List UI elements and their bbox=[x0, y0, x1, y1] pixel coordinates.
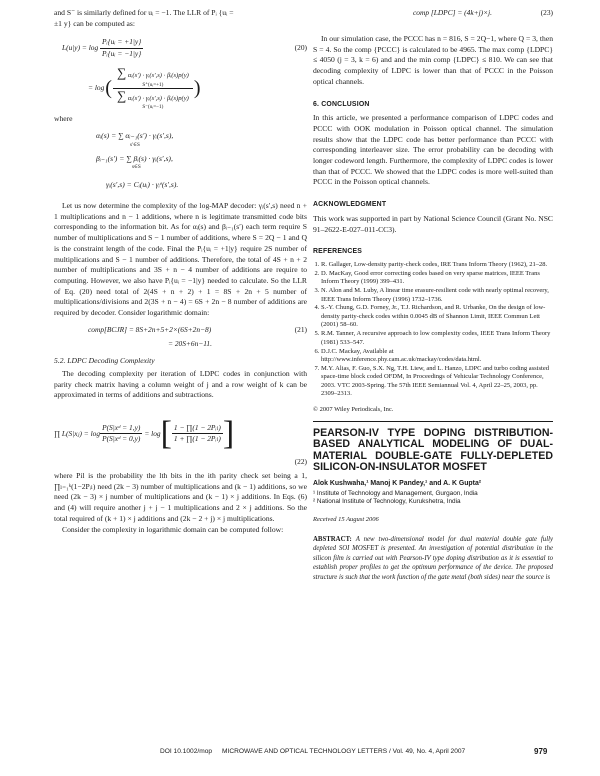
eq22-mid: = log bbox=[144, 428, 161, 438]
equation-22: ∏ L(S|xⱼ) = log $\frac{\text{P(S|xᵈ = 1,y)}}{\text{P(S|xᵈ = 0,y)}}$ = log [ $\frac{\text{1 − ∏(1 − 2Pᵢₗ)}}{\text{1 + ∏(1 − 2Pᵢₗ)}}$ ] (22) bbox=[54, 414, 307, 466]
abstract-paragraph bbox=[313, 535, 553, 583]
paragraph-ldpc-complexity: The decoding complexity per iteration of LDPC codes in conjunction with parity check matrix having a column weight of j and a row weight of k can be approximated in terms of additions and subtractions. bbox=[54, 368, 307, 400]
eq20-fraction bbox=[100, 37, 143, 59]
reference-item: 3. N. Alon and M. Luby, A linear time erasure-resilient code with nearly optimal recovery, IEEE Trans Inform Theory (1996) 1732–1736. bbox=[321, 287, 553, 304]
eq23-number: (23) bbox=[540, 8, 553, 17]
abstract-text: A new two-dimensional model for dual material double gate fully depleted SOI MOSFET is presented. An investigation of potential distribution in the silicon film is carried out with Pearson-IV type doping distribution as it is essential to establish proper profiles to get the optimum performance of the device. The proposed structure is such that the work function of the gate metal (both sides) near the source is bbox=[313, 535, 553, 581]
references-heading: REFERENCES bbox=[313, 248, 363, 256]
eq20-sum-bottom: αᵢ(s′) · γᵢ(s′,s) · βᵢ(s)p(y) bbox=[127, 94, 189, 102]
abstract-label: ABSTRACT: bbox=[313, 535, 352, 543]
eq21-line1: comp[BCJR] = 8S+2n+5+2×(6S+2n−8) bbox=[88, 324, 212, 334]
intro-line-2: ±1 y} can be computed as: bbox=[54, 18, 135, 28]
reference-item: 6. D.J.C. Mackay, Available at http://www.inference.phy.cam.ac.uk/mackay/codes/data.html. bbox=[321, 348, 553, 365]
def-gamma: γᵢ(s′,s) = Cᵢ(uᵢ) · γᵢᵉ(s′,s). bbox=[106, 180, 179, 190]
references-list bbox=[313, 261, 553, 399]
eq22-numerator: P(S|xᵈ = 1,y) bbox=[100, 423, 142, 435]
affiliation-2: ² National Institute of Technology, Kurukshetra, India bbox=[313, 498, 461, 506]
subsection-ldpc-complexity: 5.2. LDPC Decoding Complexity bbox=[54, 356, 155, 366]
eq23-expression: comp [LDPC] = (4k+j)×j. bbox=[413, 8, 493, 17]
eq21-number: (21) bbox=[294, 324, 307, 334]
paragraph-log-domain: Consider the complexity in logarithmic domain can be computed follow: bbox=[62, 524, 284, 534]
definitions bbox=[54, 131, 307, 191]
article-authors: Alok Kushwaha,¹ Manoj K Pandey,¹ and A. K Gupta² bbox=[313, 480, 482, 488]
reference-item: 5. R.M. Tanner, A recursive approach to low complexity codes, IEEE Trans Inform Theory (1981) 533–547. bbox=[321, 330, 553, 347]
eq20-denominator: Pᵢ{uᵢ = −1|y} bbox=[102, 49, 142, 59]
eq20-log: = log bbox=[88, 82, 105, 92]
eq20-sum-top-sub: S⁺(uᵢ=+1) bbox=[142, 81, 164, 88]
reference-item: 1. R. Gallager, Low-density parity-check codes, IRE Trans Inform Theory (1962), 21–28. bbox=[321, 261, 553, 269]
paragraph-ldpc-ops: where Pil is the probability the lth bits in the ith parity check set being a 1, ∏ₗ₌₁ᵏ(1−2Pᵢₗ) need (2k − 3) number of multiplications and (k − 1) additions, so we need (2k − 3) × j number of multiplications and (k − 1) × j additions. In Eqs. (6) and (4) will require another j + j − 1 multiplications and 2 × j additions. So the total required of (k + 1) × j additions and (2k − 2 + j) × j multiplications. bbox=[54, 470, 307, 523]
left-column bbox=[54, 8, 307, 535]
eq22-right-denominator: 1 + ∏(1 − 2Pᵢₗ) bbox=[173, 434, 221, 444]
def-alpha: αᵢ(s) = ∑ αᵢ₋₁(s′) · γᵢ(s′,s), bbox=[96, 130, 174, 140]
acknowledgment-text: This work was supported in part by National Science Council (Grant No. NSC 91–2622-E-027–011-CC3). bbox=[313, 213, 553, 234]
equation-20: L(u|y) = log $\frac{\text{Pᵢ\{uᵢ = +1|y\}}}{\text{Pᵢ\{uᵢ = −1|y\}}}$ (20) = log ( ∑ αᵢ(s′) · γᵢ(s′,s) · βᵢ(s)p(y) S⁺(uᵢ=+1) ∑ αᵢ(s′) · γᵢ(s′,s) · βᵢ(s)p(y) S⁻(uᵢ=−1) ) bbox=[62, 37, 307, 111]
eq22-denominator: P(S|xᵈ = 0,y) bbox=[102, 434, 141, 444]
footer-doi: DOI 10.1002/mop bbox=[160, 748, 213, 755]
article-title: PEARSON-IV TYPE DOPING DISTRIBUTION-BASED ANALYTICAL MODELING OF DUAL-MATERIAL DOUBLE-GATE FULLY-DEPLETED SILICON-ON-INSULATOR MOSFET bbox=[313, 426, 553, 474]
equation-23 bbox=[313, 8, 553, 20]
eq20-sum-bottom-sub: S⁻(uᵢ=−1) bbox=[142, 104, 164, 111]
footer-page-number: 979 bbox=[534, 747, 548, 756]
eq20-numerator: Pᵢ{uᵢ = +1|y} bbox=[100, 37, 143, 49]
reference-item: 4. S.-Y. Chung, G.D. Forney, Jr., T.J. Richardson, and R. Urbanke, On the design of low-density parity-check codes within 0.0045 dB of Shannon Limit, IEEE Commun Lett (2001) 58–60. bbox=[321, 304, 553, 329]
def-beta-sub: s∈S bbox=[132, 164, 141, 171]
footer-journal: MICROWAVE AND OPTICAL TECHNOLOGY LETTERS / Vol. 49, No. 4, April 2007 bbox=[222, 748, 466, 755]
eq20-lhs: L(u|y) = log bbox=[62, 43, 99, 53]
article-divider bbox=[313, 421, 553, 422]
acknowledgment-heading: ACKNOWLEDGMENT bbox=[313, 201, 387, 209]
intro-line-1: and S⁻ is similarly defined for uᵢ = −1. The LLR of Pᵢ {uᵢ = bbox=[54, 8, 234, 17]
eq20-sum-fraction: ∑ αᵢ(s′) · γᵢ(s′,s) · βᵢ(s)p(y) S⁺(uᵢ=+1) ∑ αᵢ(s′) · γᵢ(s′,s) · βᵢ(s)p(y) S⁻(uᵢ=−1) bbox=[113, 66, 193, 110]
eq20-sum-top: αᵢ(s′) · γᵢ(s′,s) · βᵢ(s)p(y) bbox=[127, 71, 189, 79]
where-label: where bbox=[54, 114, 73, 124]
reference-item: 2. D. MacKay, Good error correcting codes based on very sparse matrices, IEEE Trans Inform Theory (1999) 399–431. bbox=[321, 270, 553, 287]
def-beta: βᵢ₋₁(s′) = ∑ βᵢ(s) · γᵢ(s′,s), bbox=[96, 153, 173, 163]
reference-item: 7. M.Y. Alias, F. Guo, S.X. Ng, T.H. Liew, and L. Hanzo, LDPC and turbo coding assisted space-time block coded OFDM, In Proceedings of Vehicular Technology Conference, 2003. VTC 2003-Spring. The 57th IEEE Semiannual Vol. 4, April 22–25, 2003, pp. 2309–2313. bbox=[321, 365, 553, 399]
eq22-right-numerator: 1 − ∏(1 − 2Pᵢₗ) bbox=[172, 423, 223, 435]
eq22-fraction bbox=[100, 423, 142, 445]
paragraph-complexity-logmap: Let us now determine the complexity of the log-MAP decoder: γᵢ(s′,s) need n + 1 multiplications and n − 1 additions, where n is legitimate transmitted code bits corresponding to the information bit. As for αᵢ(s) and βᵢ₋₁(s′) each term require S number of multiplications and S − 1 number of additions, where S = 2Q − 1 and Q is the constraint length of the code. Final the Pᵢ{uᵢ = +1|y} require 2S number of multiplications and S − 1 number of additions. Therefore, the total of 4S + n + 2 number of multiplications and 3S + n − 4 number of additions are require to computing. However, we also have Pᵢ{uᵢ = −1|y} needed to calculate. So the LLR of Eq. (20) need total of 2(4S + n + 2) + 1 = 8S + 2n + 5 number of multiplications/divisions and 2(3S + n − 4) = 6S + 2n − 8 number of additions are required by decoder. Consider logarithmic domain: bbox=[54, 201, 307, 318]
right-column bbox=[313, 8, 553, 583]
eq22-lhs: ∏ L(S|xⱼ) = log bbox=[54, 428, 101, 438]
copyright-notice: © 2007 Wiley Periodicals, Inc. bbox=[313, 406, 394, 414]
paragraph-conclusion: In this article, we presented a performance comparison of LDPC codes and PCCC with OOK modulation in Poisson optical channel. The simulation results show that the LDPC code has better performance than PCCC with corresponding interleaver size. The error probability can be decoding with longer codeword length. Furthermore, the complexity of LDPC codes is lower than that of PCCC. We showed that the LDPC codes is more well-suited than PCCC in the Poisson optical channels. bbox=[313, 113, 553, 187]
eq21-line2: = 20S+6n−11. bbox=[168, 339, 212, 349]
def-alpha-sub: s′∈S bbox=[130, 141, 140, 148]
paragraph-simulation: In our simulation case, the PCCC has n = 816, S = 2Q−1, where Q = 3, then S = 4. So the comp {PCCC} is calculated to be 4965. The max comp {LDPC} ≤ 4050 (j = 3, k = 6) and and the min comp {LDPC} ≤ 810. We can see that decoding complexity of LDPC is lower than that of PCCC in the Poisson optical channels. bbox=[313, 34, 553, 86]
eq22-right-fraction bbox=[172, 423, 223, 445]
equation-21 bbox=[54, 325, 307, 350]
received-date: Received 15 August 2006 bbox=[313, 516, 379, 524]
section-conclusion-heading: 6. CONCLUSION bbox=[313, 100, 370, 108]
affiliation-1: ¹ Institute of Technology and Management, Gurgaon, India bbox=[313, 490, 478, 498]
eq22-number: (22) bbox=[294, 456, 307, 466]
eq20-number: (20) bbox=[294, 43, 307, 53]
